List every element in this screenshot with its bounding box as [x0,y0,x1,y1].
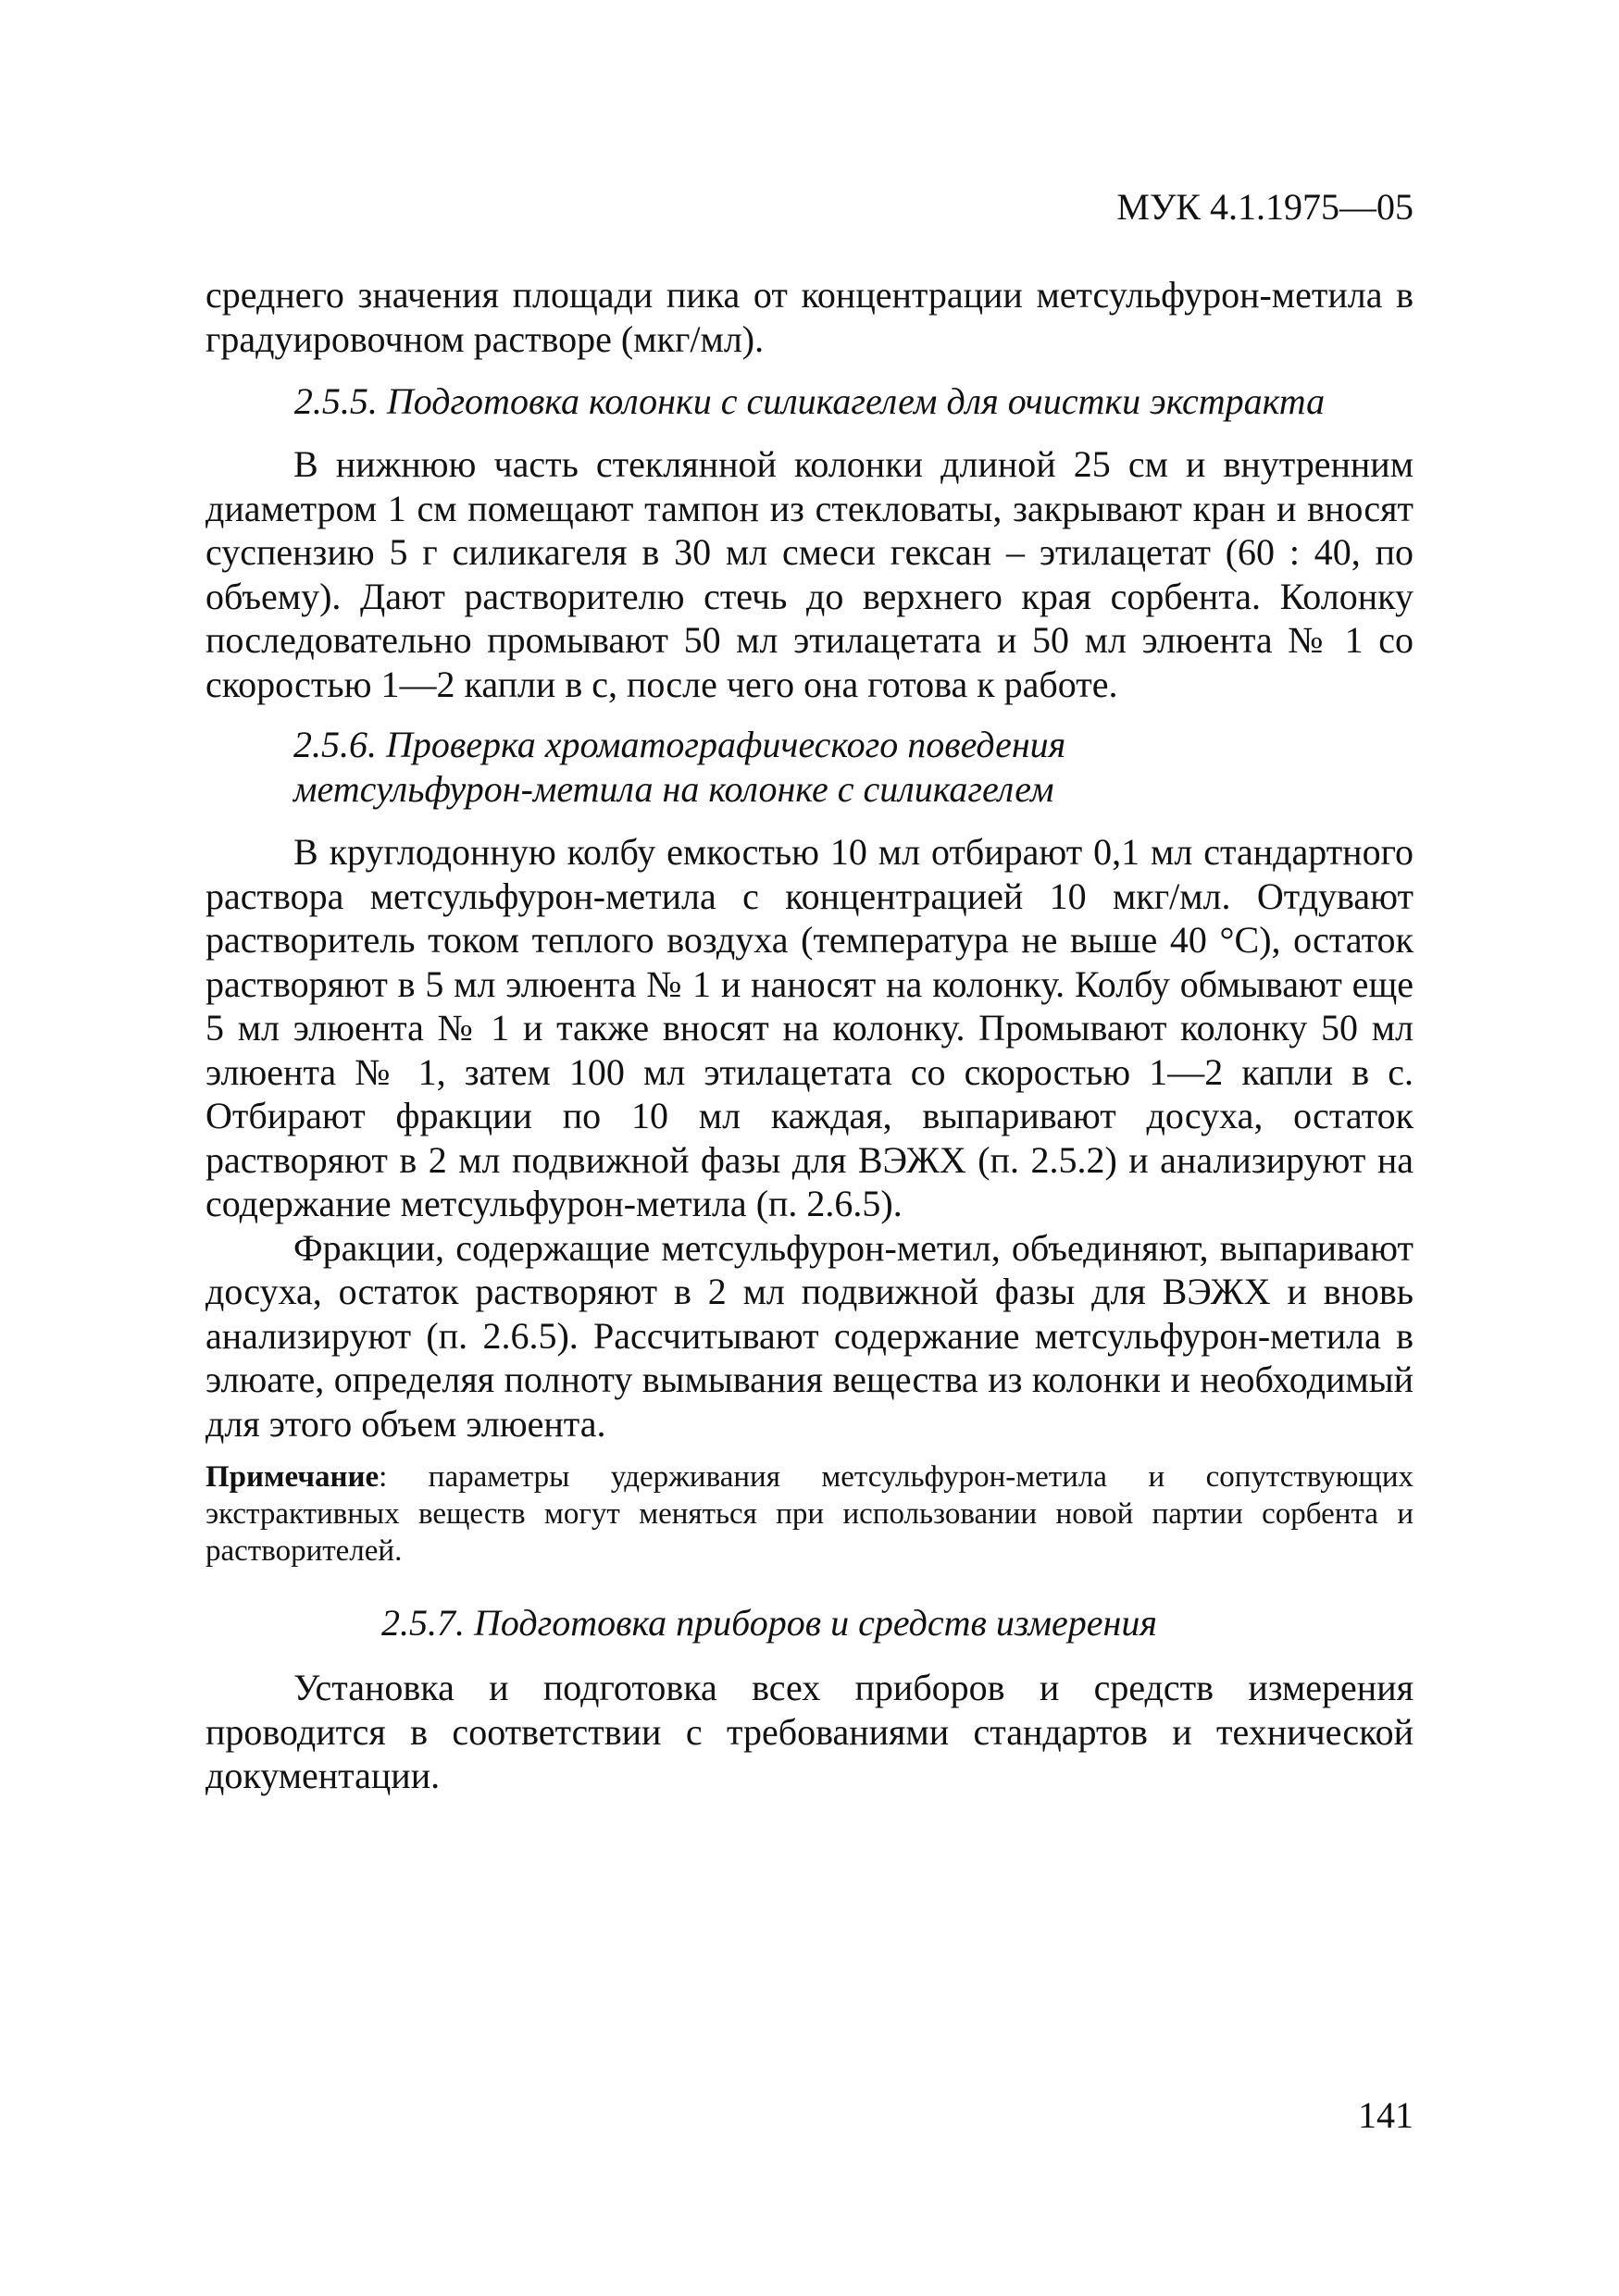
section-2-5-7-heading: 2.5.7. Подготовка приборов и средств измерения [381,1602,1157,1644]
section-2-5-6-heading-line1: 2.5.6. Проверка хроматографического поведения [293,724,1066,765]
intro-paragraph: среднего значения площади пика от концентрации метсульфурон-метила в градуировочном растворе (мкг/мл). [205,274,1414,360]
section-2-5-6-heading [205,723,1414,812]
section-2-5-6-paragraph-2: Фракции, содержащие метсульфурон-метил, объединяют, выпаривают досуха, остаток растворяют в 2 мл подвижной фазы для ВЭЖХ и вновь анализируют (п. 2.6.5). Рассчитывают содержание метсульфурон-метила в элюате, определяя полноту вымывания вещества из колонки и необходимый для этого объем элюента. [205,1226,1414,1445]
note-text: : параметры удерживания метсульфурон-метила и сопутствующих экстрактивных веществ могут меняться при использовании новой партии сорбента и растворителей. [205,1460,1414,1568]
section-2-5-7-paragraph: Установка и подготовка всех приборов и средств измерения проводится в соответствии с требованиями стандартов и технической документации. [205,1667,1414,1796]
page-content [205,273,1414,1798]
section-2-5-6-paragraph-1: В круглодонную колбу емкостью 10 мл отбирают 0,1 мл стандартного раствора метсульфурон-метила с концентрацией 10 мкг/мл. Отдувают растворитель током теплого воздуха (температура не выше 40 °С), остаток растворяют в 5 мл элюента № 1 и наносят на колонку. Колбу обмывают еще 5 мл элюента № 1 и также вносят на колонку. Промывают колонку 50 мл элюента № 1, затем 100 мл этилацетата со скоростью 1—2 капли в с. Отбирают фракции по 10 мл каждая, выпаривают досуха, остаток растворяют в 2 мл подвижной фазы для ВЭЖХ (п. 2.5.2) и анализируют на содержание метсульфурон-метила (п. 2.6.5). [205,831,1414,1224]
page-number: 141 [1358,2094,1414,2136]
note-label: Примечание [205,1460,380,1494]
section-2-5-5-heading: 2.5.5. Подготовка колонки с силикагелем для очистки экстракта [293,380,1326,422]
document-code-header: МУК 4.1.1975—05 [1116,186,1414,228]
section-2-5-5-paragraph: В нижнюю часть стеклянной колонки длиной 25 см и внутренним диаметром 1 см помещают тампон из стекловаты, закрывают кран и вносят суспензию 5 г силикагеля в 30 мл смеси гексан – этилацетат (60 : 40, по объему). Дают растворителю стечь до верхнего края сорбента. Колонку последовательно промывают 50 мл этилацетата и 50 мл элюента № 1 со скоростью 1—2 капли в с, после чего она готова к работе. [205,443,1414,705]
section-2-5-6-heading-line2: метсульфурон-метила на колонке с силикагелем [293,768,1054,810]
note-block [205,1458,1414,1570]
